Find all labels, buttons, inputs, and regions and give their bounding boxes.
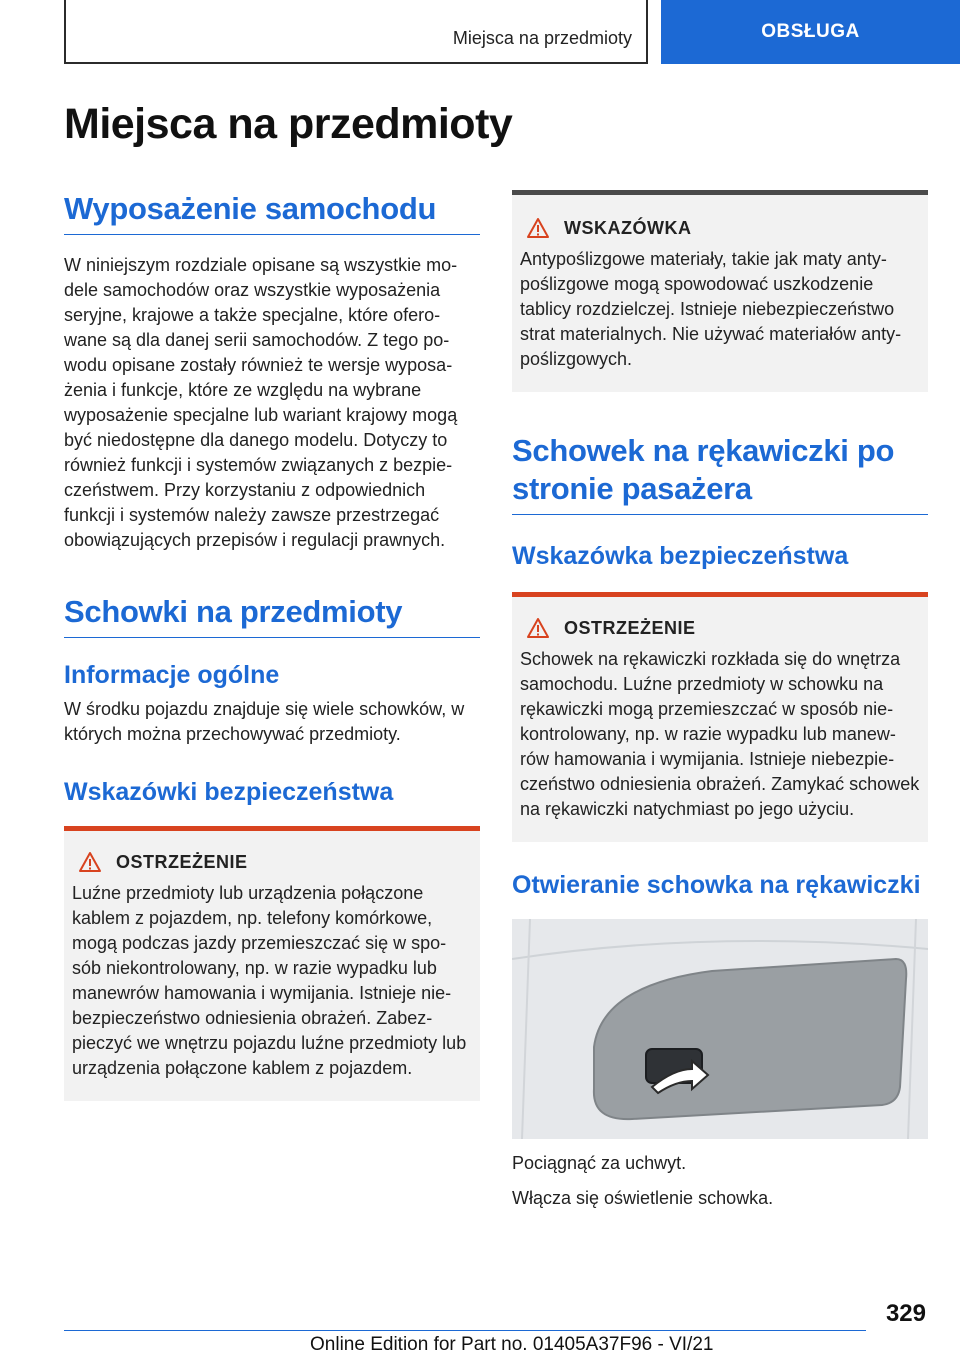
- warning-text: Luźne przedmioty lub urządzenia połączone kablem z pojazdem, np. telefony komórkowe, mogą podczas jazdy przemieszczać się w spo-sób niekontrolowany, np. w razie wypadku lub manewrów hamowania i wymijania. Istnieje nie-bezpieczeństwo odniesienia obrażeń. Zabez-pieczyć we wnętrzu pojazdu luźne przedmioty lub urządzenia połączone kablem z pojazdem.: [72, 883, 467, 1078]
- glovebox-photo: [512, 919, 928, 1139]
- heading-storage: Schowki na przedmioty: [64, 593, 480, 638]
- step-pull-handle: Pociągnąć za uchwyt.: [512, 1153, 687, 1173]
- notice-triangle-icon: [526, 217, 550, 239]
- warning-label: OSTRZEŻENIE: [116, 851, 248, 872]
- notice-text: Antypoślizgowe materiały, takie jak maty anty-poślizgowe mogą spowodować uszkodzenie tablicy rozdzielczej. Istnieje niebezpieczeństwo strat materialnych. Nie używać materiałów anty-poślizgowych.: [520, 249, 902, 369]
- header-chapter-tab[interactable]: OBSŁUGA: [661, 0, 960, 64]
- warning-box-right: [512, 592, 928, 842]
- warning-header-right: [520, 617, 920, 639]
- warning-text-right: Schowek na rękawiczki rozkłada się do wnętrza samochodu. Luźne przedmioty w schowku na rękawiczki mogą przemieszczać w sposób nie-kontrolowany, np. w razie wypadku lub manew-rów hamowania i wymijania. Istnieje niebezpie-czeństwo odniesienia obrażeń. Zamykać schowek na rękawiczki natychmiast po jego użyciu.: [520, 649, 920, 819]
- warning-box-left: [64, 826, 480, 1101]
- footer-edition: Online Edition for Part no. 01405A37F96 - VI/21: [310, 1334, 714, 1355]
- page-title: Miejsca na przedmioty: [64, 100, 513, 148]
- paragraph-equipment: W niniejszym rozdziale opisane są wszystkie mo-dele samochodów oraz wszystkie wyposażenia seryjne, krajowe a także specjalne, które ofero-wane są dla danej serii samochodów. Z tego po-wodu opisane zostały również te wersje wyposa-żenia i funkcje, które ze względu na wybrane wyposażenie specjalne lub wariant krajowy mogą być niedostępne dla danego modelu. Dotyczy to również funkcji i systemów związanych z bezpie-czeństwem. Przy korzystaniu z odpowiednich funkcji i systemów należy zawsze przestrzegać obowiązujących przepisów i regulacji prawnych.: [64, 255, 458, 550]
- notice-box: [512, 190, 928, 392]
- paragraph-general-info: W środku pojazdu znajduje się wiele schowków, w których można przechowywać przedmioty.: [64, 699, 465, 744]
- warning-triangle-icon: [78, 851, 102, 873]
- notice-label: WSKAZÓWKA: [564, 217, 692, 238]
- glovebox-illustration: [512, 919, 928, 1139]
- warning-header: [72, 851, 472, 873]
- heading-safety-notes: Wskazówki bezpieczeństwa: [64, 778, 394, 806]
- right-column: [512, 190, 928, 1211]
- heading-general-info: Informacje ogólne: [64, 661, 280, 689]
- warning-triangle-icon: [526, 617, 550, 639]
- left-column: [64, 190, 480, 1101]
- warning-label-right: OSTRZEŻENIE: [564, 617, 696, 638]
- page-number: 329: [885, 1300, 926, 1327]
- header-section-title: Miejsca na przedmioty: [452, 28, 632, 48]
- heading-open-glovebox: Otwieranie schowka na rękawiczki: [512, 871, 921, 899]
- heading-glovebox: Schowek na rękawiczki po stronie pasażera: [512, 432, 928, 515]
- notice-header: [520, 217, 920, 239]
- heading-glovebox-safety: Wskazówka bezpieczeństwa: [512, 542, 849, 570]
- footer-rule: [64, 1330, 866, 1331]
- heading-equipment: Wyposażenie samochodu: [64, 190, 480, 235]
- step-lighting-on: Włącza się oświetlenie schowka.: [512, 1188, 774, 1208]
